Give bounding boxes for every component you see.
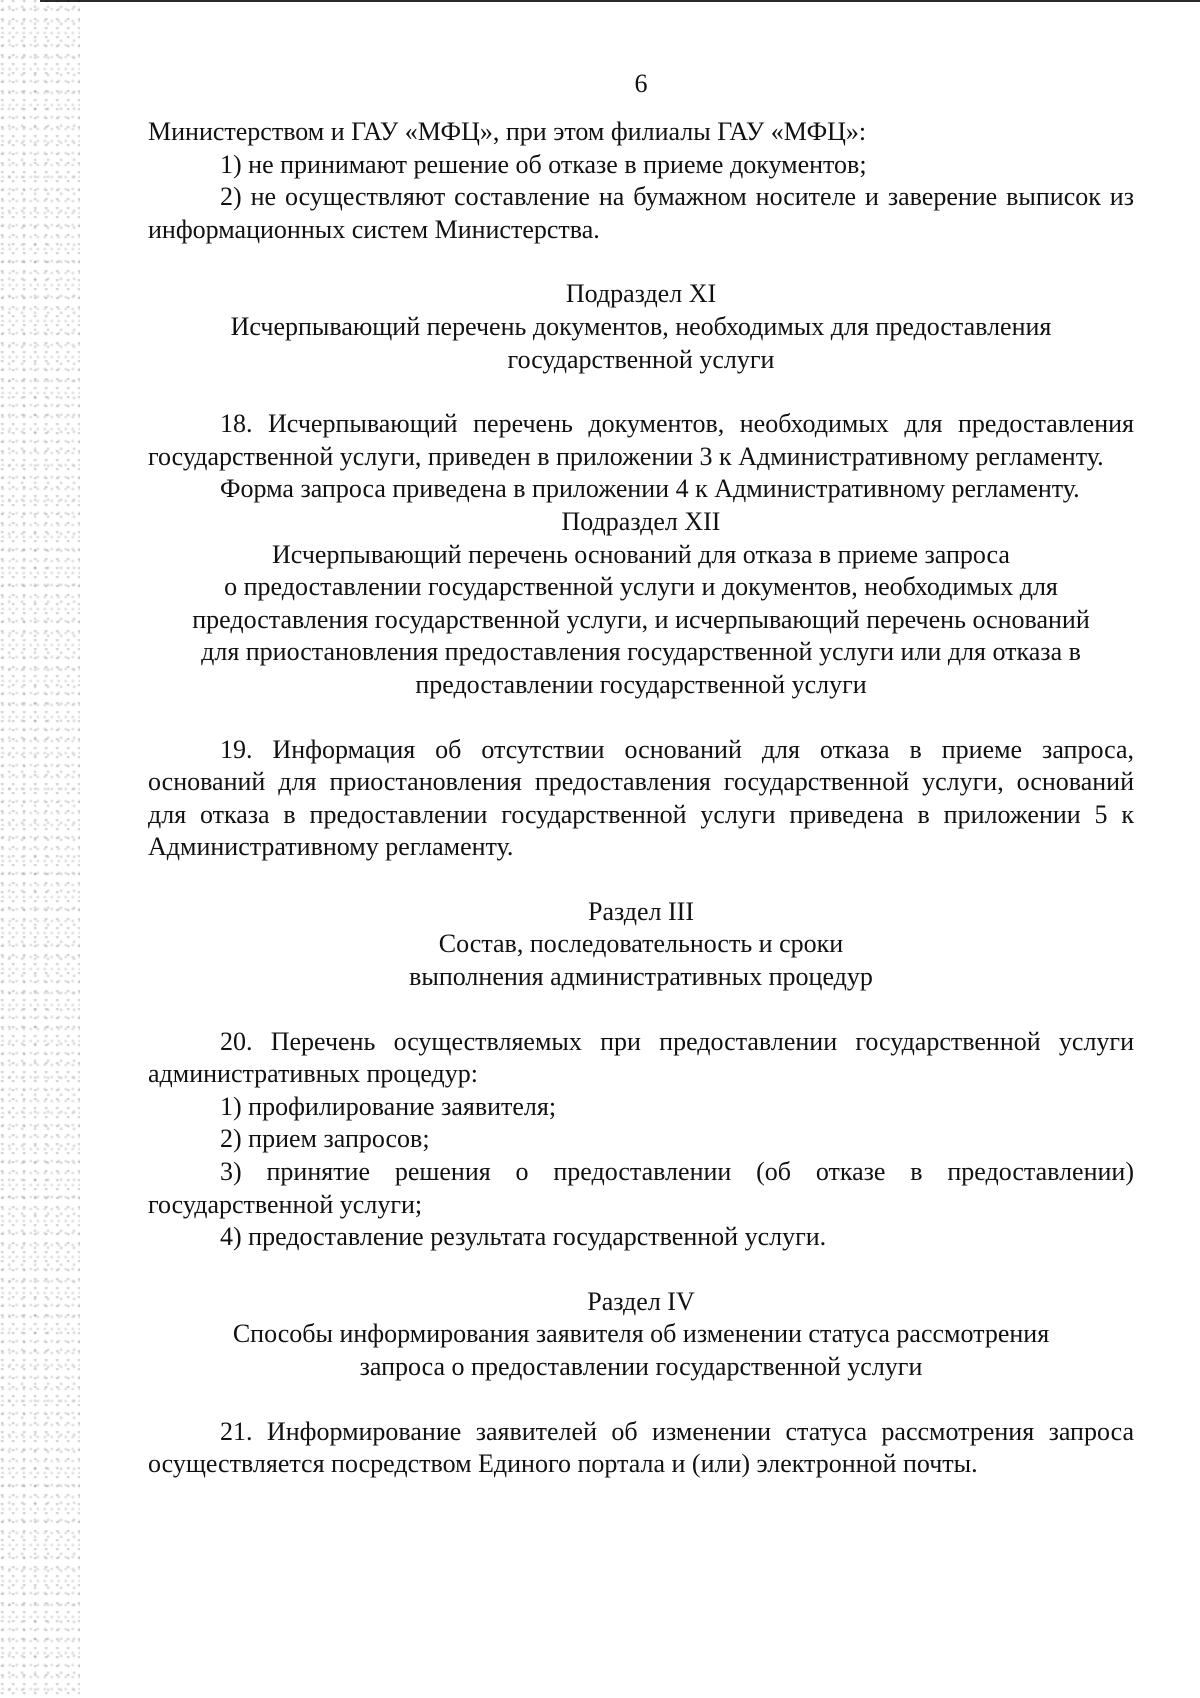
subsection-xii-heading: [148, 506, 1134, 702]
section-iv-label: Раздел IV: [587, 1286, 695, 1316]
paragraph-21: 21. Информирование заявителей об изменении статуса рассмотрения запроса осуществляется посредством Единого портала и (или) электронной почты.: [148, 1416, 1134, 1479]
subsection-xii-label: Подраздел XII: [561, 506, 721, 536]
subsection-xi-title-line-1: Исчерпывающий перечень документов, необходимых для предоставления: [230, 311, 1052, 341]
section-iv-title-line-1: Способы информирования заявителя об изменении статуса рассмотрения: [232, 1319, 1050, 1349]
subsection-xii-title-line-1: Исчерпывающий перечень оснований для отказа в приеме запроса: [272, 539, 1010, 569]
intro-line: Министерством и ГАУ «МФЦ», при этом филиалы ГАУ «МФЦ»:: [148, 117, 867, 146]
subsection-xii-title-line-2: о предоставлении государственной услуги и документов, необходимых для: [224, 572, 1058, 602]
subsection-xi-heading: [148, 278, 1134, 376]
paragraph-18-form: Форма запроса приведена в приложении 4 к Административному регламенту.: [220, 474, 1080, 504]
section-iv-heading: [148, 1286, 1134, 1384]
section-iii-title-line-2: выполнения административных процедур: [409, 962, 873, 992]
document-body: [148, 64, 1134, 1481]
scan-margin-noise: [0, 0, 80, 1698]
subsection-xii-title-line-3: предоставления государственной услуги, и исчерпывающий перечень оснований: [192, 604, 1090, 634]
section-iv-title-line-2: запроса о предоставлении государственной услуги: [359, 1352, 923, 1381]
section-iii-label: Раздел III: [587, 896, 695, 926]
section-iii-title-line-1: Состав, последовательность и сроки: [438, 929, 844, 959]
subsection-xi-title-line-2: государственной услуги: [507, 344, 775, 374]
subsection-xii-title-line-5: предоставлении государственной услуги: [415, 669, 867, 699]
paragraph-18: 18. Исчерпывающий перечень документов, необходимых для предоставления государственной услуги, приведен в приложении 3 к Административному регламенту.: [148, 409, 1134, 471]
scan-top-edge: [40, 0, 1200, 2]
paragraph-20-item-1: 1) профилирование заявителя;: [220, 1091, 557, 1121]
paragraph-20-item-2: 2) прием запросов;: [220, 1124, 430, 1154]
subsection-xi-label: Подраздел XI: [565, 279, 717, 309]
intro-item-2: 2) не осуществляют составление на бумажном носителе и заверение выписок из информационных систем Министерства.: [148, 182, 1134, 244]
intro-item-1: 1) не принимают решение об отказе в приеме документов;: [220, 149, 867, 179]
paragraph-19: 19. Информация об отсутствии оснований для отказа в приеме запроса, оснований для приостановления предоставления государственной услуги, оснований для отказа в предоставлении государственной услуги приведена в приложении 5 к Административному регламенту.: [148, 734, 1134, 862]
paragraph-20-item-4: 4) предоставление результата государственной услуги.: [220, 1222, 827, 1252]
subsection-xii-title-line-4: для приостановления предоставления государственной услуги или для отказа в: [201, 637, 1081, 667]
section-iii-heading: [148, 896, 1134, 994]
page-number: 6: [634, 69, 648, 98]
paragraph-20-item-3: 3) принятие решения о предоставлении (об отказе в предоставлении) государственной услуги;: [148, 1157, 1134, 1219]
paragraph-20: 20. Перечень осуществляемых при предоставлении государственной услуги административных процедур:: [148, 1026, 1134, 1089]
